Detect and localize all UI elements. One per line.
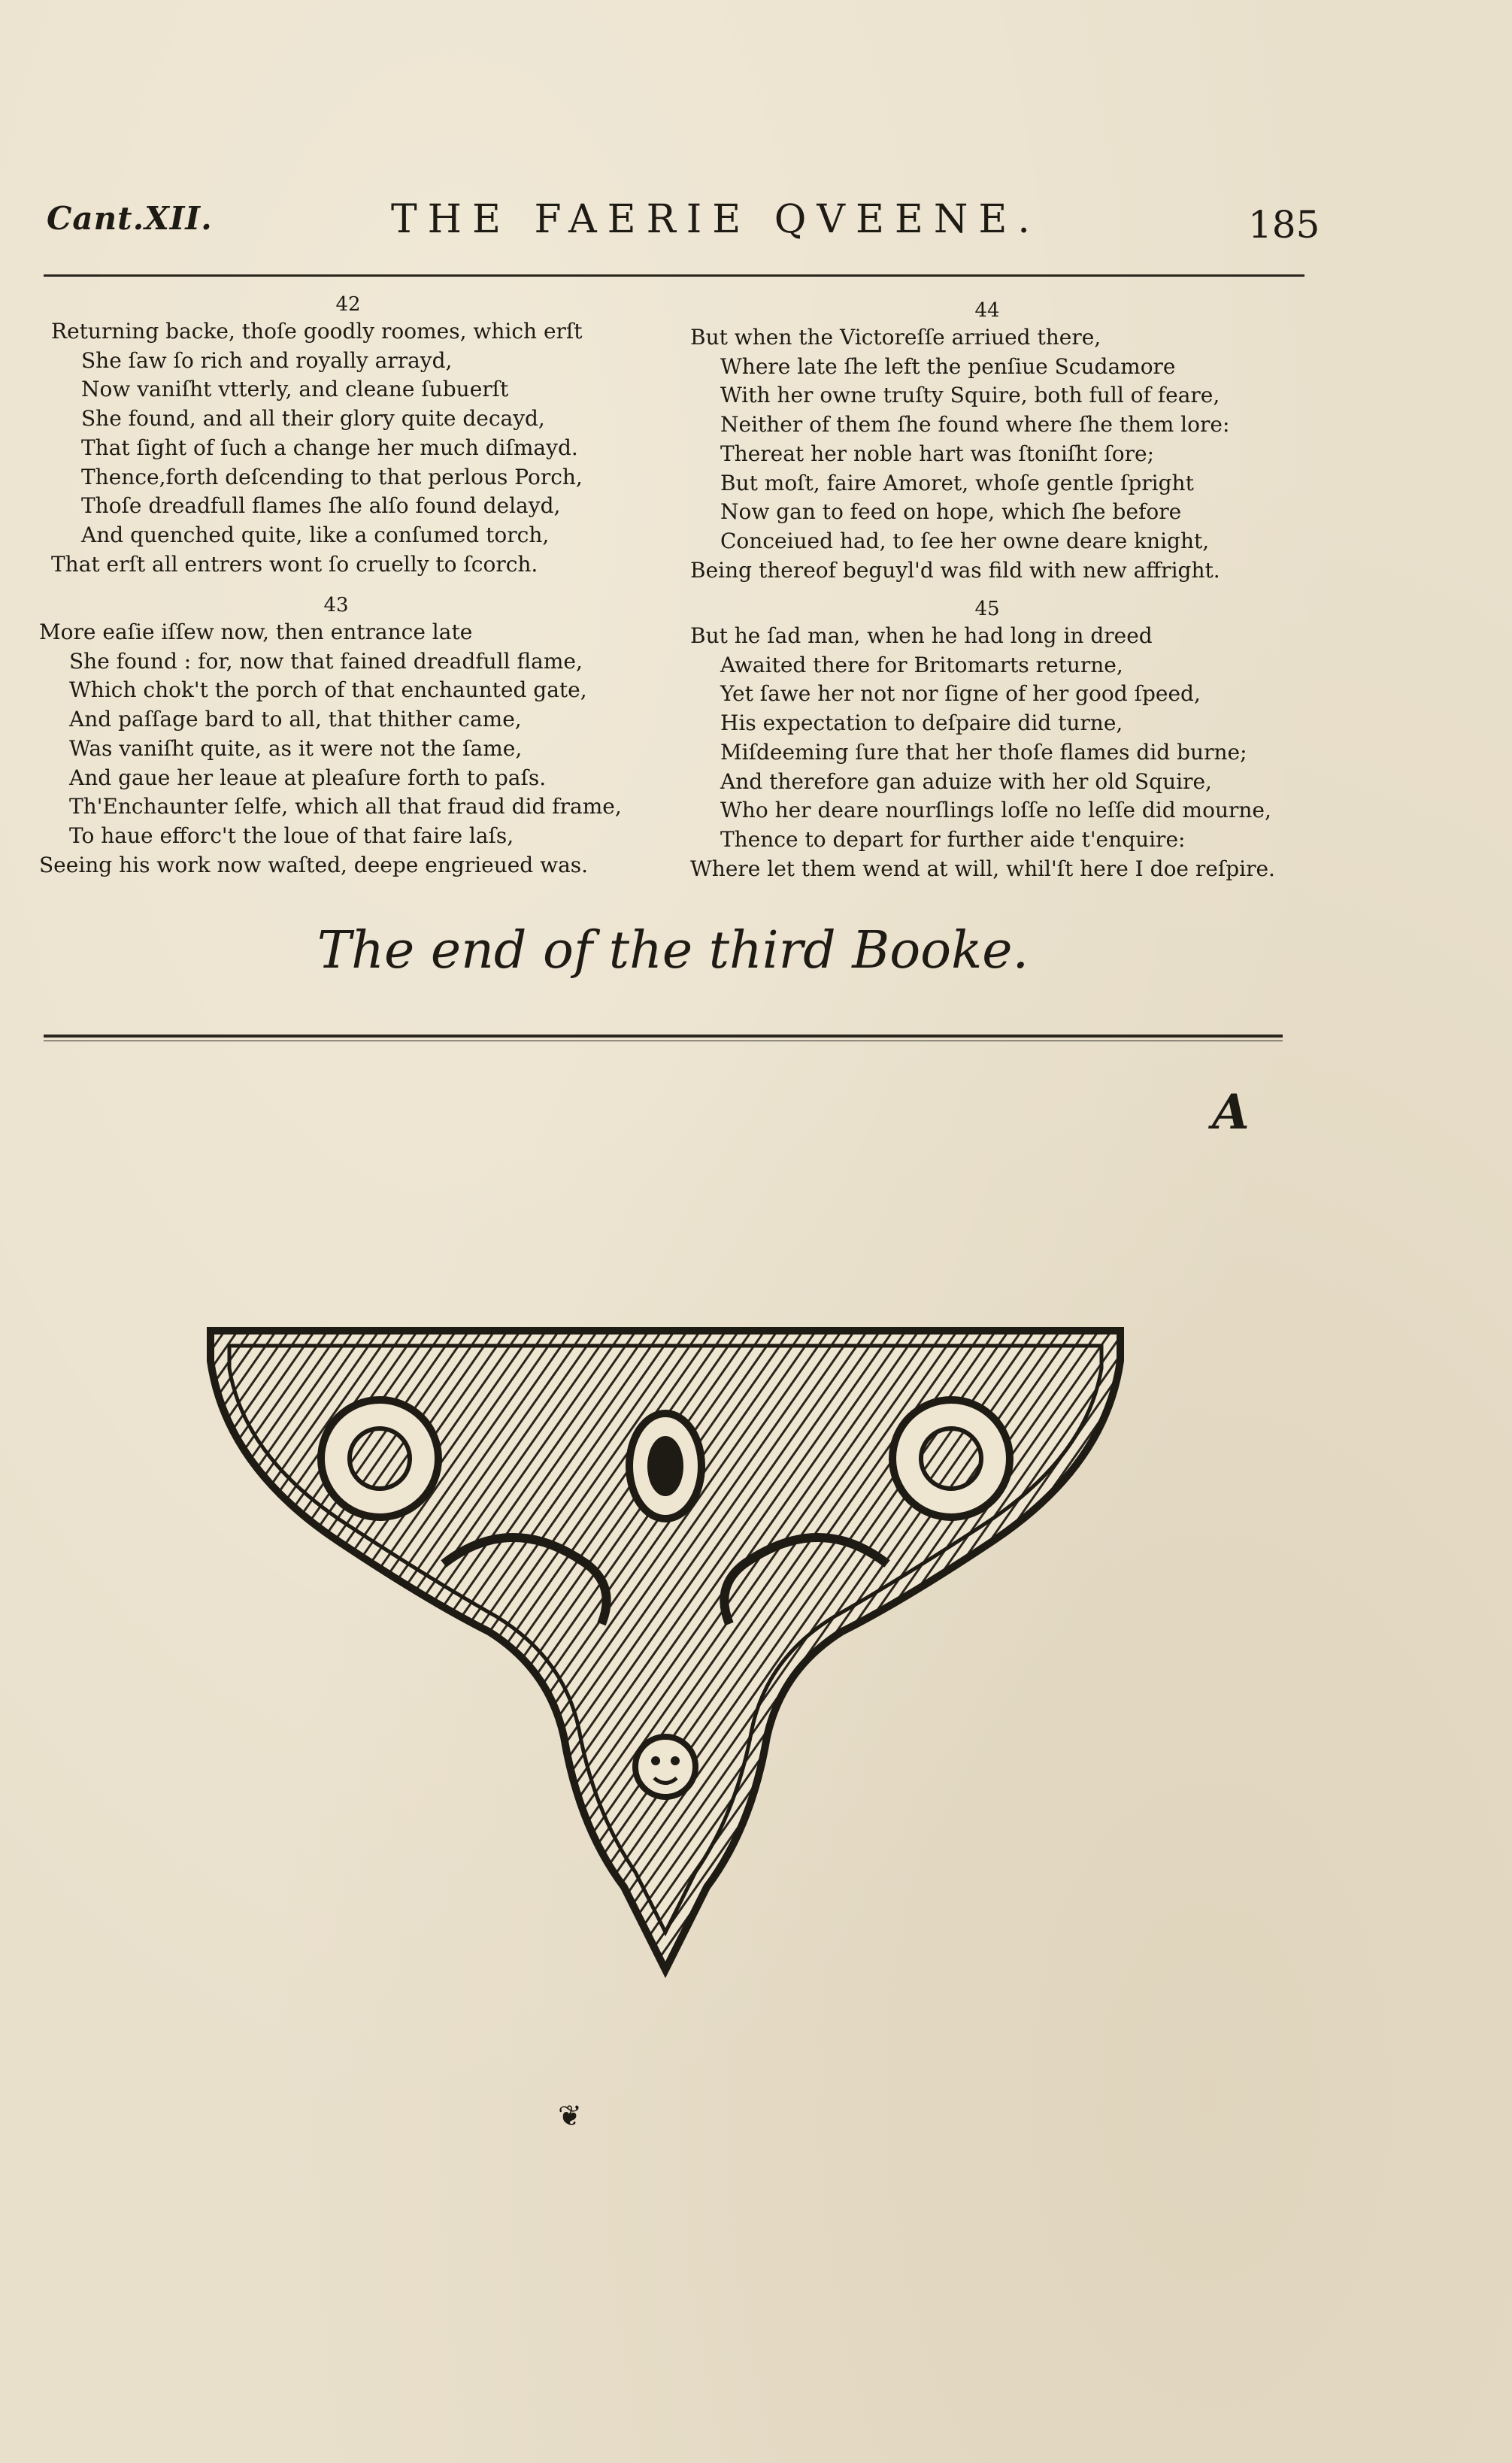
verse-line: Awaited there for Britomarts returne, <box>720 652 1123 677</box>
verse-line: More eaſie iſſew now, then entrance late <box>39 620 473 644</box>
verse-line: Now gan to feed on hope, which ſhe before <box>720 499 1182 525</box>
stanza-42 <box>51 293 645 579</box>
verse-line: Seeing his work now waſted, deepe engrieued was. <box>39 852 589 877</box>
verse-line: But he ſad man, when he had long in dreed <box>690 623 1153 648</box>
verse-line: And quenched quite, like a conſumed torch, <box>81 522 550 547</box>
verse-line: With her owne truſty Squire, both full of feare, <box>720 383 1220 408</box>
stanza-44 <box>690 299 1284 585</box>
verse-line: She found, and all their glory quite decayd, <box>81 406 545 432</box>
verse-line: Thence,forth deſcending to that perlous Porch, <box>81 464 583 489</box>
leaf-fleuron-icon: ❦ <box>558 2099 582 2132</box>
verse-line: But moſt, faire Amoret, whoſe gentle ſpright <box>720 470 1194 495</box>
verse-line: Thence to depart for further aide t'enquire: <box>720 826 1186 852</box>
verse-line: Thoſe dreadfull flames ſhe alſo found delayd, <box>81 493 561 519</box>
verse-line: Where late ſhe left the penſiue Scudamore <box>720 353 1176 379</box>
verse-line: And paſſage bard to all, that thither came, <box>69 707 522 732</box>
verse-line: She ſaw ſo rich and royally arrayd, <box>81 347 453 373</box>
woodcut-ornament-icon <box>195 1316 1135 1992</box>
verse-line: Neither of them ſhe found where ſhe them lore: <box>720 412 1230 438</box>
verse-line: Was vaniſht quite, as it were not the ſame, <box>69 735 523 761</box>
stanza-number: 44 <box>974 299 1000 322</box>
stanza-number: 45 <box>974 598 1000 620</box>
running-head-canto: Cant.XII. <box>47 200 213 237</box>
verse-line: Returning backe, thoſe goodly roomes, which erſt <box>51 319 583 344</box>
verse-line: Miſdeeming ſure that her thoſe flames did burne; <box>720 739 1247 765</box>
verse-line: Being thereof beguyl'd was fild with new affright. <box>690 557 1220 583</box>
verse-line: Who her deare nourſlings loſſe no leſſe did mourne, <box>720 798 1271 823</box>
verse-line: But when the Victoreſſe arriued there, <box>690 325 1101 350</box>
verse-line: She found : for, now that fained dreadfull flame, <box>69 648 583 674</box>
verse-line: And gaue her leaue at pleaſure forth to paſs. <box>69 765 547 790</box>
stanza-number: 42 <box>335 293 361 316</box>
stanza-45 <box>690 598 1284 883</box>
catchword: A <box>1212 1084 1250 1141</box>
verse-line: Now vaniſht vtterly, and cleane ſubuerſt <box>81 377 509 402</box>
verse-line: That ſight of ſuch a change her much diſmayd. <box>81 435 578 460</box>
stanza-number: 43 <box>323 594 349 617</box>
verse-line: Yet ſawe her not nor ſigne of her good ſpeed, <box>720 681 1201 707</box>
verse-line: And therefore gan aduize with her old Squire, <box>720 768 1212 794</box>
running-head-title: THE FAERIE QVEENE. <box>391 197 1041 242</box>
verse-line: That erſt all entrers wont ſo cruelly to ſcorch. <box>51 551 538 577</box>
end-rule <box>44 1035 1283 1038</box>
book-end-statement: The end of the third Booke. <box>317 921 1029 980</box>
page-number: 185 <box>1248 203 1320 247</box>
verse-line: Thereat her noble hart was ſtoniſht ſore; <box>720 441 1155 466</box>
stanza-43 <box>39 594 633 880</box>
verse-line: To haue efforc't the loue of that faire laſs, <box>69 823 514 848</box>
verse-line: Which chok't the porch of that enchaunted gate, <box>69 677 587 703</box>
verse-line: Th'Enchaunter ſelfe, which all that fraud did frame, <box>69 794 622 819</box>
verse-line: Where let them wend at will, whil'ſt here I doe reſpire. <box>690 856 1275 881</box>
verse-line: His expectation to deſpaire did turne, <box>720 710 1123 736</box>
header-rule <box>44 274 1304 277</box>
verse-line: Conceiued had, to ſee her owne deare knight, <box>720 528 1210 553</box>
